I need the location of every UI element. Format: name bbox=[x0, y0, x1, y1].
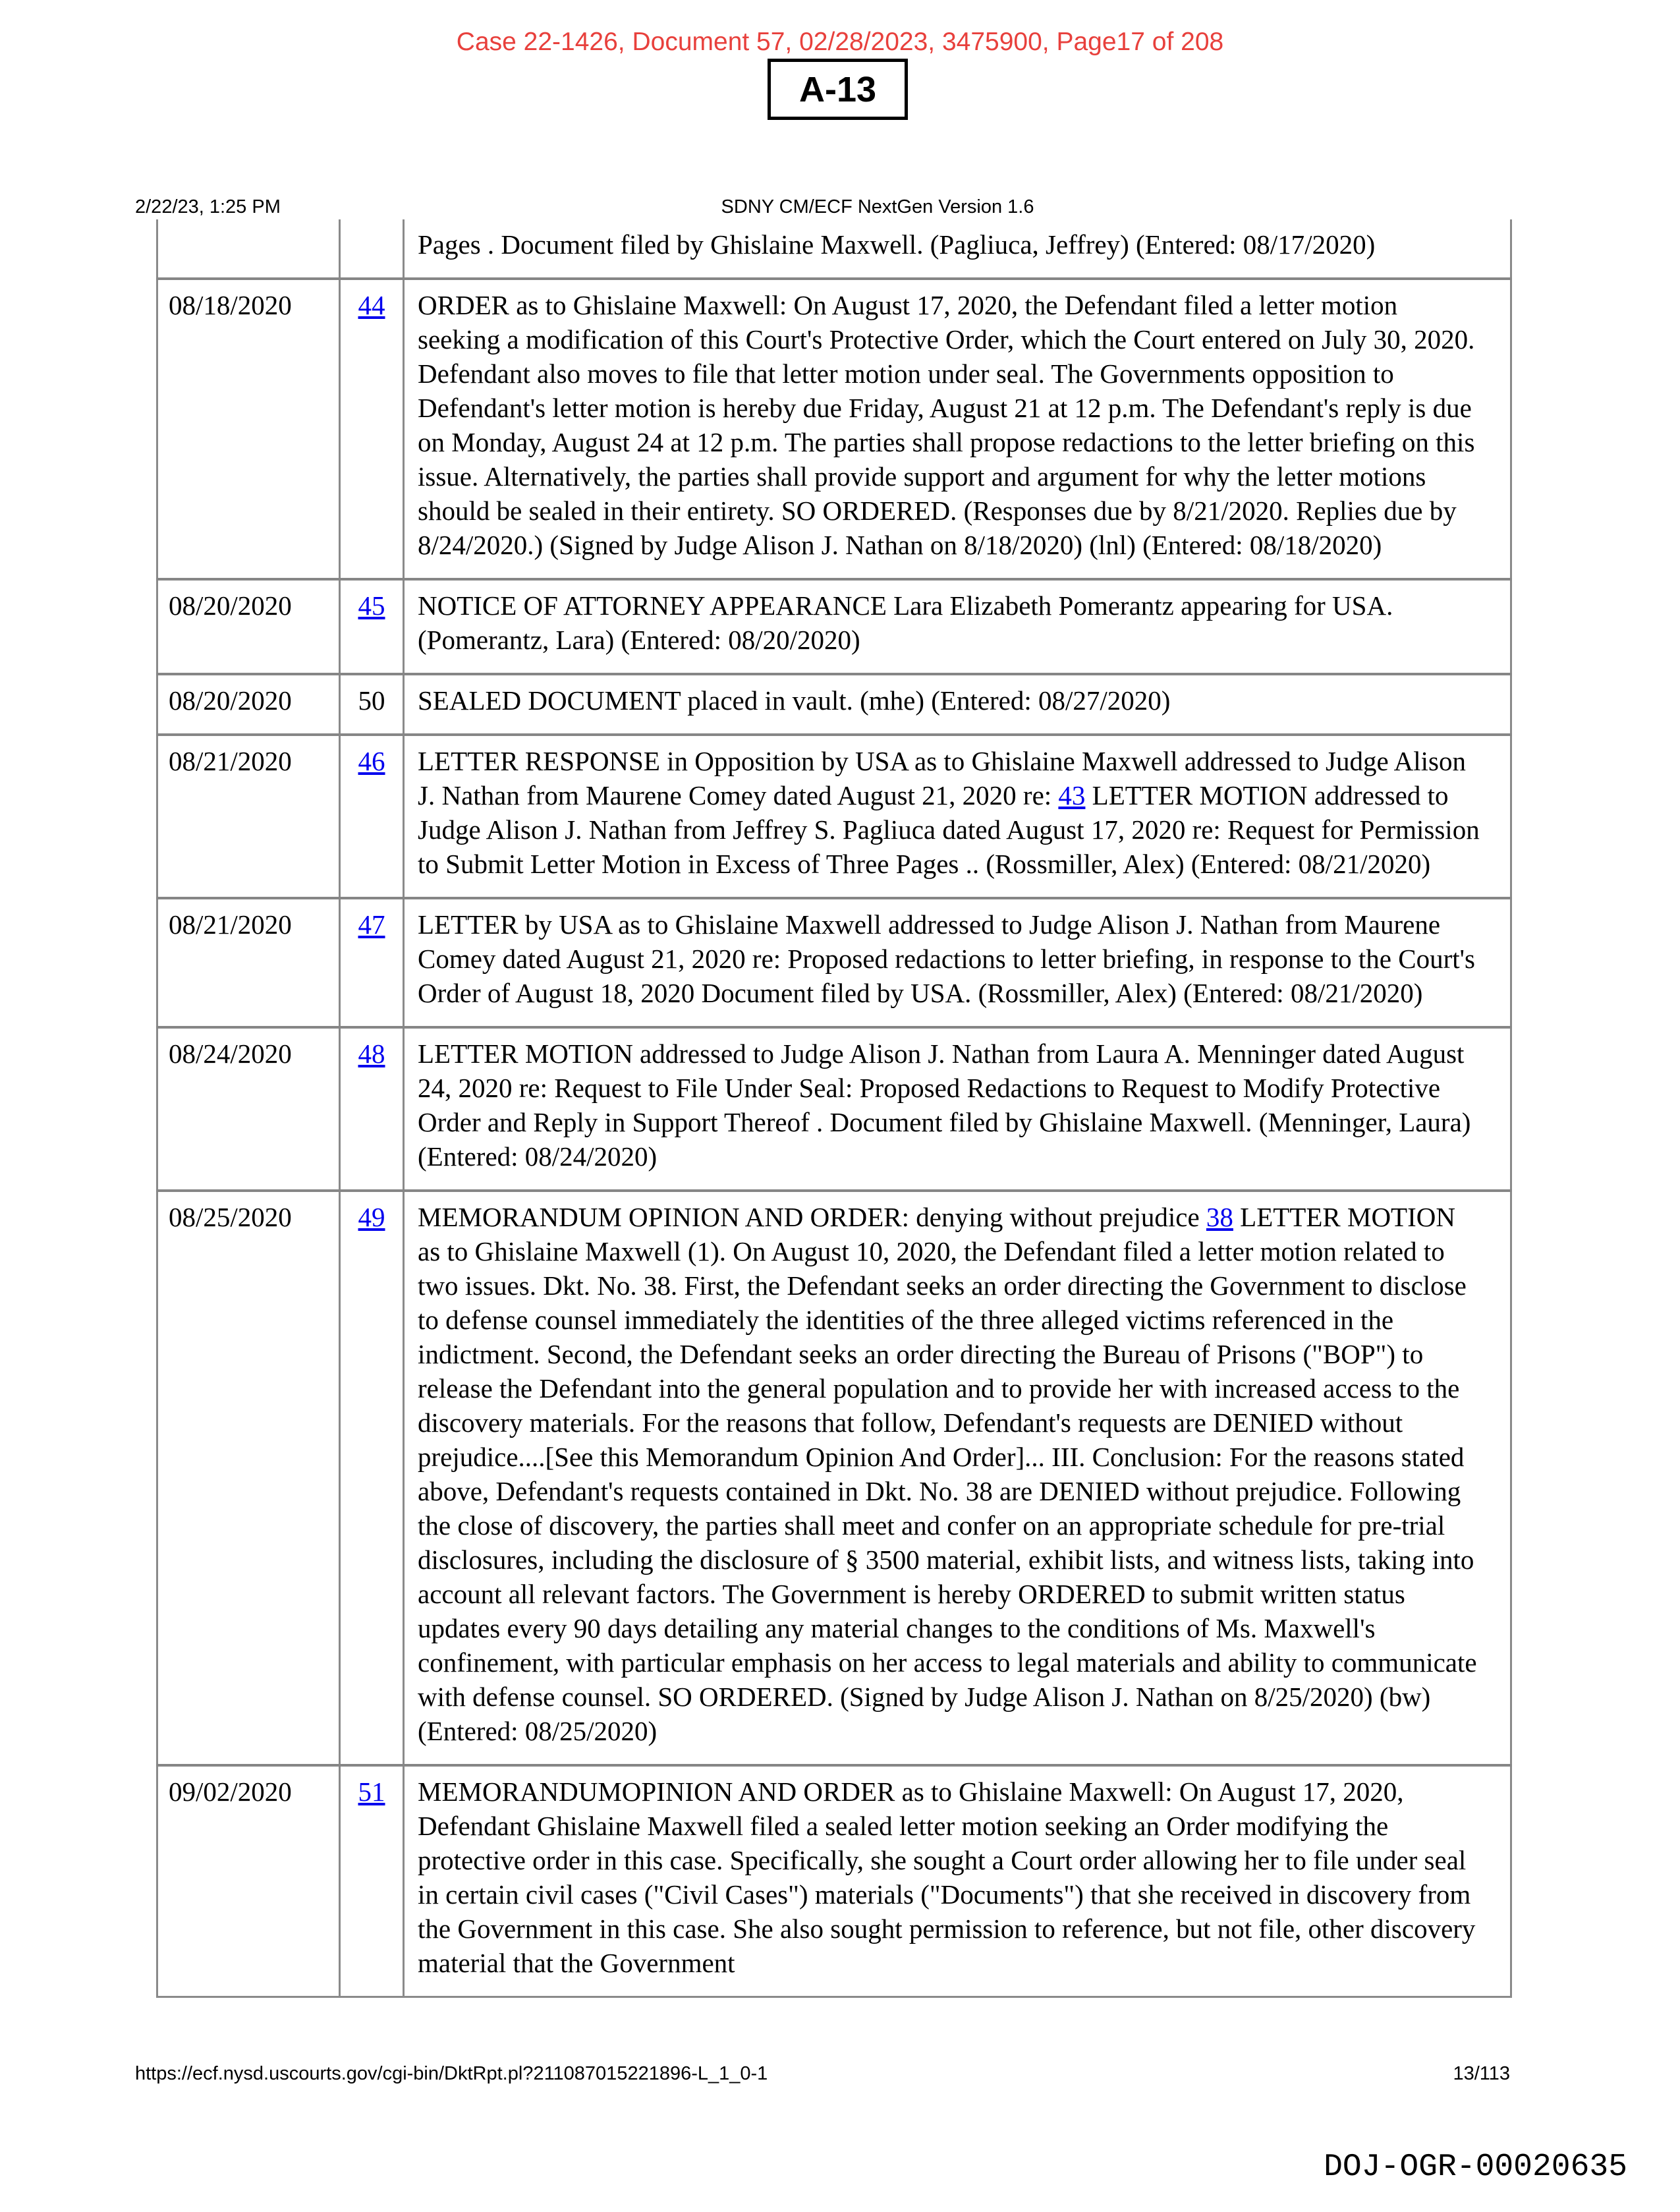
docket-table-body bbox=[157, 219, 1511, 1997]
docket-text: LETTER MOTION addressed to Judge Alison J. Nathan from Jeffrey S. Pagliuca dated August 17, 2020 re: Request for Permission to Submit Letter Motion in Excess of Three Pages .. (Rossmiller, Alex) (Entered: 08/21/2020) bbox=[418, 780, 1480, 879]
docket-date-cell: 08/21/2020 bbox=[157, 735, 340, 898]
docket-description-cell bbox=[404, 735, 1511, 898]
docket-number-link[interactable]: 48 bbox=[358, 1038, 385, 1069]
docket-date-cell: 08/20/2020 bbox=[157, 674, 340, 735]
docket-text: SEALED DOCUMENT placed in vault. (mhe) (Entered: 08/27/2020) bbox=[418, 685, 1171, 716]
exhibit-stamp-label: A-13 bbox=[798, 69, 877, 109]
docket-ref-link[interactable]: 38 bbox=[1206, 1202, 1233, 1232]
docket-date-cell bbox=[157, 219, 340, 279]
docket-text: MEMORANDUMOPINION AND ORDER as to Ghislaine Maxwell: On August 17, 2020, Defendant Ghislaine Maxwell filed a sealed letter motion seeking an Order modifying the protective order in this case. Specifically, she sought a Court order allowing her to file under seal in certain civil cases ("Civil Cases") materials ("Documents") that she received in discovery from the Government in this case. She also sought permission to reference, but not file, other discovery material that the Government bbox=[418, 1776, 1476, 1978]
docket-date-cell: 09/02/2020 bbox=[157, 1765, 340, 1997]
docket-text: LETTER by USA as to Ghislaine Maxwell addressed to Judge Alison J. Nathan from Maurene Comey dated August 21, 2020 re: Proposed redactions to letter briefing, in response to the Court's Order of August 18, 2020 Document filed by USA. (Rossmiller, Alex) (Entered: 08/21/2020) bbox=[418, 909, 1475, 1008]
docket-number-cell bbox=[340, 279, 404, 579]
docket-row bbox=[157, 1765, 1511, 1997]
docket-date-cell: 08/24/2020 bbox=[157, 1027, 340, 1191]
docket-description-cell bbox=[404, 279, 1511, 579]
docket-number-link[interactable]: 46 bbox=[358, 746, 385, 776]
docket-number-cell bbox=[340, 674, 404, 735]
docket-date-cell: 08/20/2020 bbox=[157, 579, 340, 674]
docket-number-cell bbox=[340, 1765, 404, 1997]
footer-url: https://ecf.nysd.uscourts.gov/cgi-bin/DktRpt.pl?211087015221896-L_1_0-1 bbox=[135, 2063, 768, 2084]
docket-number-cell bbox=[340, 219, 404, 279]
docket-row bbox=[157, 579, 1511, 674]
docket-text: LETTER MOTION as to Ghislaine Maxwell (1). On August 10, 2020, the Defendant filed a letter motion related to two issues. Dkt. No. 38. First, the Defendant seeks an order directing the Government to disclose to defense counsel immediately the identities of the three alleged victims referenced in the indictment. Second, the Defendant seeks an order directing the Bureau of Prisons ("BOP") to release the Defendant into the general population and to provide her with increased access to the discovery materials. For the reasons that follow, Defendant's requests are DENIED without prejudice....[See this Memorandum Opinion And Order]... III. Conclusion: For the reasons stated above, Defendant's requests contained in Dkt. No. 38 are DENIED without prejudice. Following the close of discovery, the parties shall meet and confer on an appropriate schedule for pre-trial disclosures, including the disclosure of § 3500 material, exhibit lists, and witness lists, taking into account all relevant factors. The Government is hereby ORDERED to submit written status updates every 90 days detailing any material changes to the conditions of Ms. Maxwell's confinement, with particular emphasis on her access to legal materials and ability to communicate with defense counsel. SO ORDERED. (Signed by Judge Alison J. Nathan on 8/25/2020) (bw) (Entered: 08/25/2020) bbox=[418, 1202, 1477, 1746]
docket-number-text: 50 bbox=[358, 685, 385, 716]
docket-ref-link[interactable]: 43 bbox=[1058, 780, 1086, 810]
docket-date-cell: 08/21/2020 bbox=[157, 898, 340, 1027]
exhibit-stamp-box bbox=[768, 59, 908, 120]
docket-description-cell bbox=[404, 674, 1511, 735]
docket-number-link[interactable]: 49 bbox=[358, 1202, 385, 1232]
bates-number: DOJ-OGR-00020635 bbox=[1324, 2149, 1627, 2185]
docket-number-link[interactable]: 47 bbox=[358, 909, 385, 940]
docket-number-cell bbox=[340, 898, 404, 1027]
docket-table-container bbox=[156, 219, 1512, 2049]
docket-description-cell bbox=[404, 1191, 1511, 1765]
docket-date-cell: 08/25/2020 bbox=[157, 1191, 340, 1765]
docket-text: MEMORANDUM OPINION AND ORDER: denying without prejudice bbox=[418, 1202, 1206, 1232]
docket-text: LETTER MOTION addressed to Judge Alison J. Nathan from Laura A. Menninger dated August 24, 2020 re: Request to File Under Seal: Proposed Redactions to Request to Modify Protective Order and Reply in Support Thereof . Document filed by Ghislaine Maxwell. (Menninger, Laura) (Entered: 08/24/2020) bbox=[418, 1038, 1471, 1172]
docket-text: LETTER RESPONSE in Opposition by USA as to Ghislaine Maxwell addressed to Judge Alison J. Nathan from Maurene Comey dated August 21, 2020 re: bbox=[418, 746, 1466, 810]
docket-row bbox=[157, 735, 1511, 898]
docket-number-link[interactable]: 51 bbox=[358, 1776, 385, 1807]
docket-number-cell bbox=[340, 735, 404, 898]
printed-datetime: 2/22/23, 1:25 PM bbox=[135, 196, 281, 217]
docket-table bbox=[156, 219, 1512, 1998]
docket-description-cell bbox=[404, 579, 1511, 674]
docket-number-cell bbox=[340, 579, 404, 674]
docket-description-cell bbox=[404, 219, 1511, 279]
docket-description-cell bbox=[404, 1765, 1511, 1997]
app-title: SDNY CM/ECF NextGen Version 1.6 bbox=[721, 196, 1034, 217]
docket-description-cell bbox=[404, 898, 1511, 1027]
docket-text: Pages . Document filed by Ghislaine Maxwell. (Pagliuca, Jeffrey) (Entered: 08/17/2020) bbox=[418, 229, 1376, 260]
docket-row bbox=[157, 898, 1511, 1027]
docket-row bbox=[157, 674, 1511, 735]
docket-number-cell bbox=[340, 1191, 404, 1765]
docket-text: ORDER as to Ghislaine Maxwell: On August 17, 2020, the Defendant filed a letter motion seeking a modification of this Court's Protective Order, which the Court entered on July 30, 2020. Defendant also moves to file that letter motion under seal. The Governments opposition to Defendant's letter motion is hereby due Friday, August 21 at 12 p.m. The Defendant's reply is due on Monday, August 24 at 12 p.m. The parties shall propose redactions to the letter briefing on this issue. Alternatively, the parties shall provide support and argument for why the letter motions should be sealed in their entirety. SO ORDERED. (Responses due by 8/21/2020. Replies due by 8/24/2020.) (Signed by Judge Alison J. Nathan on 8/18/2020) (lnl) (Entered: 08/18/2020) bbox=[418, 290, 1475, 560]
docket-row bbox=[157, 1191, 1511, 1765]
docket-number-cell bbox=[340, 1027, 404, 1191]
appellate-stamp-line: Case 22-1426, Document 57, 02/28/2023, 3475900, Page17 of 208 bbox=[456, 28, 1224, 56]
footer-page-number: 13/113 bbox=[1453, 2063, 1510, 2084]
docket-row bbox=[157, 219, 1511, 279]
docket-row bbox=[157, 1027, 1511, 1191]
docket-row bbox=[157, 279, 1511, 579]
docket-number-link[interactable]: 45 bbox=[358, 590, 385, 621]
docket-text: NOTICE OF ATTORNEY APPEARANCE Lara Elizabeth Pomerantz appearing for USA. (Pomerantz, Lara) (Entered: 08/20/2020) bbox=[418, 590, 1393, 655]
docket-date-cell: 08/18/2020 bbox=[157, 279, 340, 579]
docket-description-cell bbox=[404, 1027, 1511, 1191]
docket-number-link[interactable]: 44 bbox=[358, 290, 385, 320]
